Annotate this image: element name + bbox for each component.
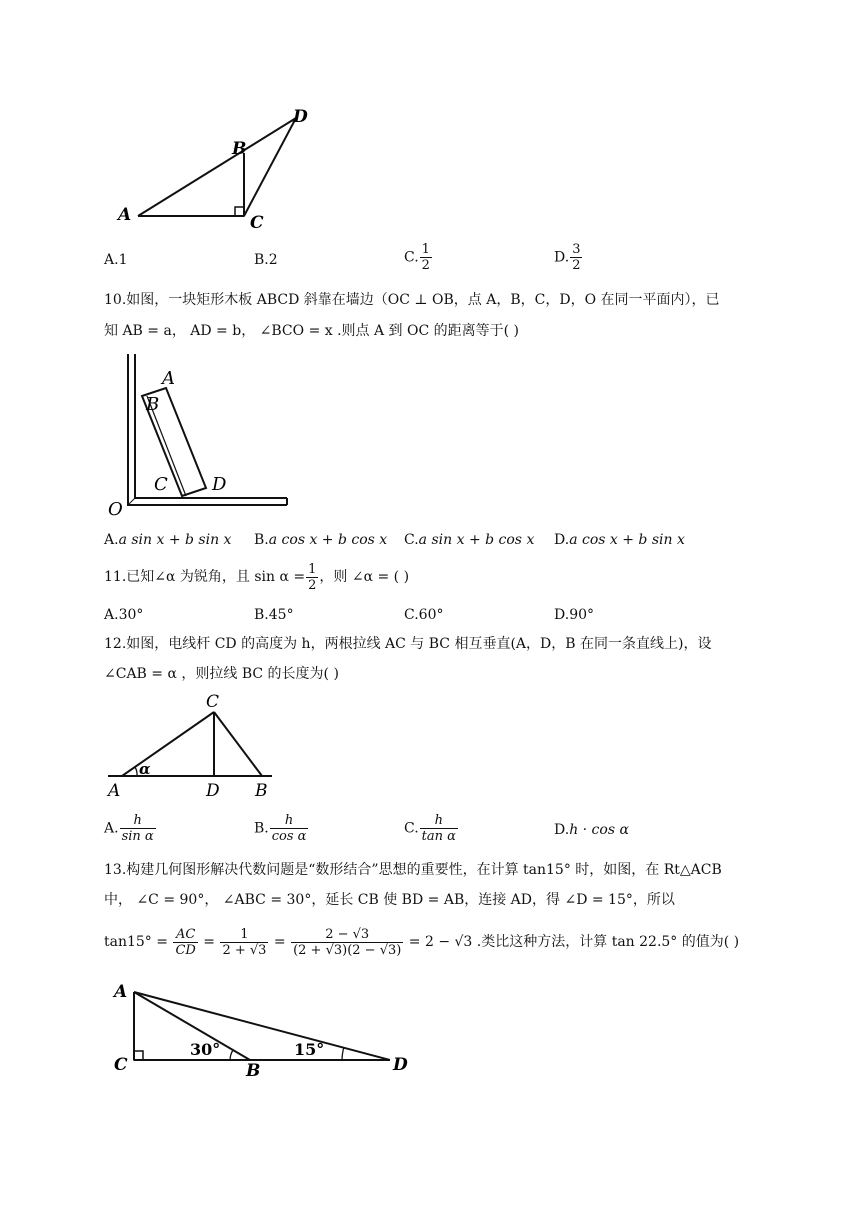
q10-line-2: 知 AB = a， AD = b， ∠BCO = x .则点 A 到 OC 的距离等于( ) [104, 323, 520, 339]
figure-q9 [110, 100, 330, 235]
label-b: B [246, 1061, 261, 1080]
q13-line-2: 中， ∠C = 90°， ∠ABC = 30°，延长 CB 使 BD = AB，连接 AD，得 ∠D = 15°，所以 [104, 892, 675, 908]
q13-line-1: 13.构建几何图形解决代数问题是“数形结合”思想的重要性，在计算 tan15° 时，如图，在 Rt△ACB [104, 862, 722, 878]
fraction: $\frac{1}{2 + √3}$ [222, 926, 267, 958]
q12-option-c: C. $\frac{h}{\text{tan α}}$ [404, 813, 456, 844]
q10-option-b: B.a cos x + b cos x [254, 532, 388, 548]
label-a: A [114, 982, 128, 1002]
label-c: C [206, 692, 220, 712]
fraction: $\frac{1}{2}$ [308, 561, 317, 593]
q10-line-1: 10.如图，一块矩形木板 ABCD 斜靠在墙边（OC ⊥ OB，点 A，B，C，D，O 在同一平面内），已 [104, 292, 720, 308]
label-d: D [393, 1055, 408, 1075]
label-o: O [108, 499, 123, 520]
q11-line: 11.已知∠α 为锐角，且 sin α = $\frac{1}{2}$ ，则 ∠α = ( ) [104, 561, 410, 593]
label-c: C [154, 474, 168, 495]
label-b: B [146, 394, 160, 415]
q13-equation: tan15° = $\frac{AC}{CD}$ = $\frac{1}{2 + √3}$ = $\frac{2 - √3}{(2 + √3)(2 - √3)}$ = 2 − √3 .类比这种方法，计算 tan 22.5° 的值为( ) [104, 926, 740, 958]
fraction: $\frac{3}{2}$ [572, 242, 581, 273]
q11-option-d: D.90° [554, 607, 595, 623]
fraction: $\frac{AC}{CD}$ [175, 926, 196, 958]
figure-q13 [110, 980, 420, 1080]
fraction: $\frac{h}{\text{sin α}}$ [121, 813, 154, 844]
label-alpha: α [139, 760, 151, 778]
q9-option-a: A.1 [104, 252, 128, 268]
label-d: D [293, 107, 308, 127]
q10-option-c: C.a sin x + b cos x [404, 532, 535, 548]
label-a: A [108, 781, 121, 800]
label-c: C [250, 213, 264, 233]
q12-line-1: 12.如图，电线杆 CD 的高度为 h，两根拉线 AC 与 BC 相互垂直(A，D，B 在同一条直线上)，设 [104, 636, 712, 652]
q10-option-a: A.a sin x + b sin x [104, 532, 232, 548]
q10-option-d: D.a cos x + b sin x [554, 532, 685, 548]
q12-option-b: B. $\frac{h}{\text{cos α}}$ [254, 813, 307, 844]
label-a: A [118, 205, 132, 225]
fraction: $\frac{h}{\text{tan α}}$ [421, 813, 456, 844]
label-b: B [232, 139, 247, 159]
label-d: D [212, 474, 227, 495]
label-angle-15: 15° [294, 1040, 325, 1059]
q12-option-a: A. $\frac{h}{\text{sin α}}$ [104, 813, 154, 844]
figure-q12 [104, 690, 279, 800]
q9-option-c: C. $\frac{1}{2}$ [404, 242, 430, 273]
q9-option-d: D. $\frac{3}{2}$ [554, 242, 581, 273]
label-c: C [114, 1055, 128, 1075]
label-b: B [255, 781, 268, 800]
fraction: $\frac{1}{2}$ [421, 242, 430, 273]
figure-q10 [104, 350, 294, 520]
q9-option-b: B.2 [254, 252, 278, 268]
label-d: D [206, 781, 220, 800]
q12-line-2: ∠CAB = α ，则拉线 BC 的长度为( ) [104, 666, 339, 682]
label-angle-30: 30° [190, 1040, 221, 1059]
q11-option-a: A.30° [104, 607, 144, 623]
fraction: $\frac{2 - √3}{(2 + √3)(2 - √3)}$ [293, 926, 402, 958]
q12-option-d: D.h · cos α [554, 822, 629, 838]
label-a: A [162, 368, 175, 389]
q11-option-b: B.45° [254, 607, 294, 623]
q11-option-c: C.60° [404, 607, 444, 623]
fraction: $\frac{h}{\text{cos α}}$ [271, 813, 307, 844]
